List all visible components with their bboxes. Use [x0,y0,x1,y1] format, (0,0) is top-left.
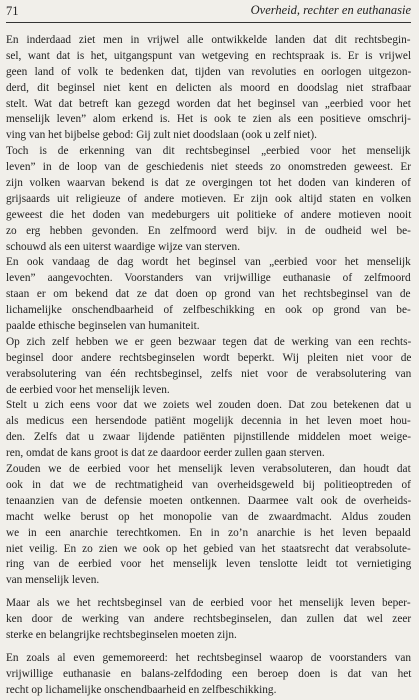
text-line: geen land of volk te bedenken dat, tijden van revoluties en oorlogen uitgezon- [6,65,412,78]
text-line: lichamelijke onschendbaarheid of zelfbeschikking en ook op grond van be- [6,304,411,317]
paragraph [6,33,411,144]
text-line: vrijwillige euthanasie en balans-zelfdoding een beroep doen is dat van het [6,667,412,680]
text-line: leven” aangevochten. Voorstanders van vrijwillige euthanasie of zelfmoord [6,272,411,285]
text-line: recht op lichamelijke onschendbaarheid en zelfbeschikking. [6,683,277,696]
paragraph [6,462,411,589]
text-line: verabsolutering van één rechtsbeginsel, zelfs niet voor de verabsolutering van [6,367,412,380]
header-rule [6,22,411,23]
text-line: zo erg hebben gevonden. En zelfmoord werd bijv. in de oudheid wel be- [6,224,411,237]
text-line: sterke en belangrijke rechtsbeginselen moeten zijn. [6,628,237,641]
text-line: menselijk leven” alom erkend is. Het is ook te zien als een positieve omschrij- [6,113,411,126]
text-line: zijn volken waarvan bekend is dat ze overgingen tot het doden van kinderen of [6,177,411,190]
paragraph [6,398,411,462]
text-line: grijsaards uit religieuze of andere motieven. Er zijn ook altijd staten en volken [6,192,412,205]
text-line: leven” in de loop van de geschiedenis niet steeds zo onomstreden geweest. Er [6,161,412,174]
text-line: En zoals al even gememoreerd: het rechtsbeginsel waarop de voorstanders van [6,651,412,664]
text-line: paalde ethische beginselen van humaniteit. [6,320,200,333]
text-line: ken door de werking van andere rechtsbeginselen, dan zullen dat wel zeer [6,613,412,626]
text-line: als medicus een hersendode patiënt mogelijk decennia in het leven moet hou- [6,415,411,428]
paragraph [6,651,411,699]
text-line: we in een anarchie terechtkomen. En in zo’n anarchie is het leven bepaald [6,526,411,539]
paragraph-gap [6,644,411,651]
text-line: niet veilig. En zo zien we ook op het gebied van het staatsrecht dat verabsolute- [6,542,411,555]
page-header [6,2,411,22]
paragraph [6,144,411,255]
text-line: ving van het bijbelse gebod: Gij zult niet doodslaan (ook u zelf niet). [6,129,317,142]
text-line: Toch is de erkenning van dit rechtsbeginsel „eerbied voor het menselijk [6,145,411,158]
text-line: macht welke berust op het monopolie van de zwaardmacht. Aldus zouden [6,510,411,523]
text-line: schouwd als een uiterst waardige wijze van sterven. [6,240,241,253]
text-line: de eerbied voor het menselijk leven. [6,383,170,396]
text-line: van menselijk leven. [6,574,100,587]
text-line: ring van de eerbied voor het menselijk leven tenslotte leidt tot vernietiging [6,558,412,571]
running-head: Overheid, rechter en euthanasie [250,3,411,17]
paragraph [6,596,411,644]
text-line: Zouden we de eerbied voor het menselijk leven verabsoluteren, dan houdt dat [6,463,411,476]
paragraph [6,335,411,399]
text-line: Stelt u zich eens voor dat we zoiets wel zouden doen. Dat zou betekenen dat u [6,399,412,412]
text-line: beginsel door andere rechtsbeginselen wordt beperkt. Wij pleiten niet voor de [6,351,412,364]
text-line: den. Zelfs dat u zwaar lijdende patiënten pijnstillende middelen moet weige- [6,431,412,444]
text-line: ren, omdat de kans groot is dat ze daardoor eerder zullen gaan sterven. [6,447,325,460]
text-line: sel, want dat is het, uitgangspunt van wetgeving en rechtspraak is. Er is vrijwel [6,49,412,62]
text-line: Maar als we het rechtsbeginsel van de eerbied voor het menselijk leven beper- [6,597,411,610]
text-line: ook in dat we de rechtmatigheid van overheidsgeweld bij politieoptreden of [6,478,411,491]
text-line: geweest die het doden van medeburgers uit politieke of andere motieven nooit [6,208,412,221]
page-body [6,33,411,699]
text-line: stelt. Wat dat betreft kan gezegd worden dat het beginsel van „eerbied voor het [6,97,411,110]
page-number: 71 [6,4,19,18]
paragraph [6,255,411,334]
text-line: Op zich zelf hebben we er geen bezwaar tegen dat de werking van een rechts- [6,335,412,348]
text-line: derd, dit beginsel niet kent en delicten als moord en doodslag niet strafbaar [6,81,412,94]
text-line: staan er om bekend dat ze dat doen op grond van het rechtsbeginsel van de [6,288,411,301]
text-line: tenaanzien van de defensie moeten ontkennen. Daarmee valt ook de overheids- [6,494,412,507]
text-line: En ook vandaag de dag wordt het beginsel van „eerbied voor het menselijk [6,256,411,269]
text-line: En inderdaad ziet men in vrijwel alle ontwikkelde landen dat dit rechtsbegin- [6,34,411,46]
paragraph-gap [6,589,411,596]
